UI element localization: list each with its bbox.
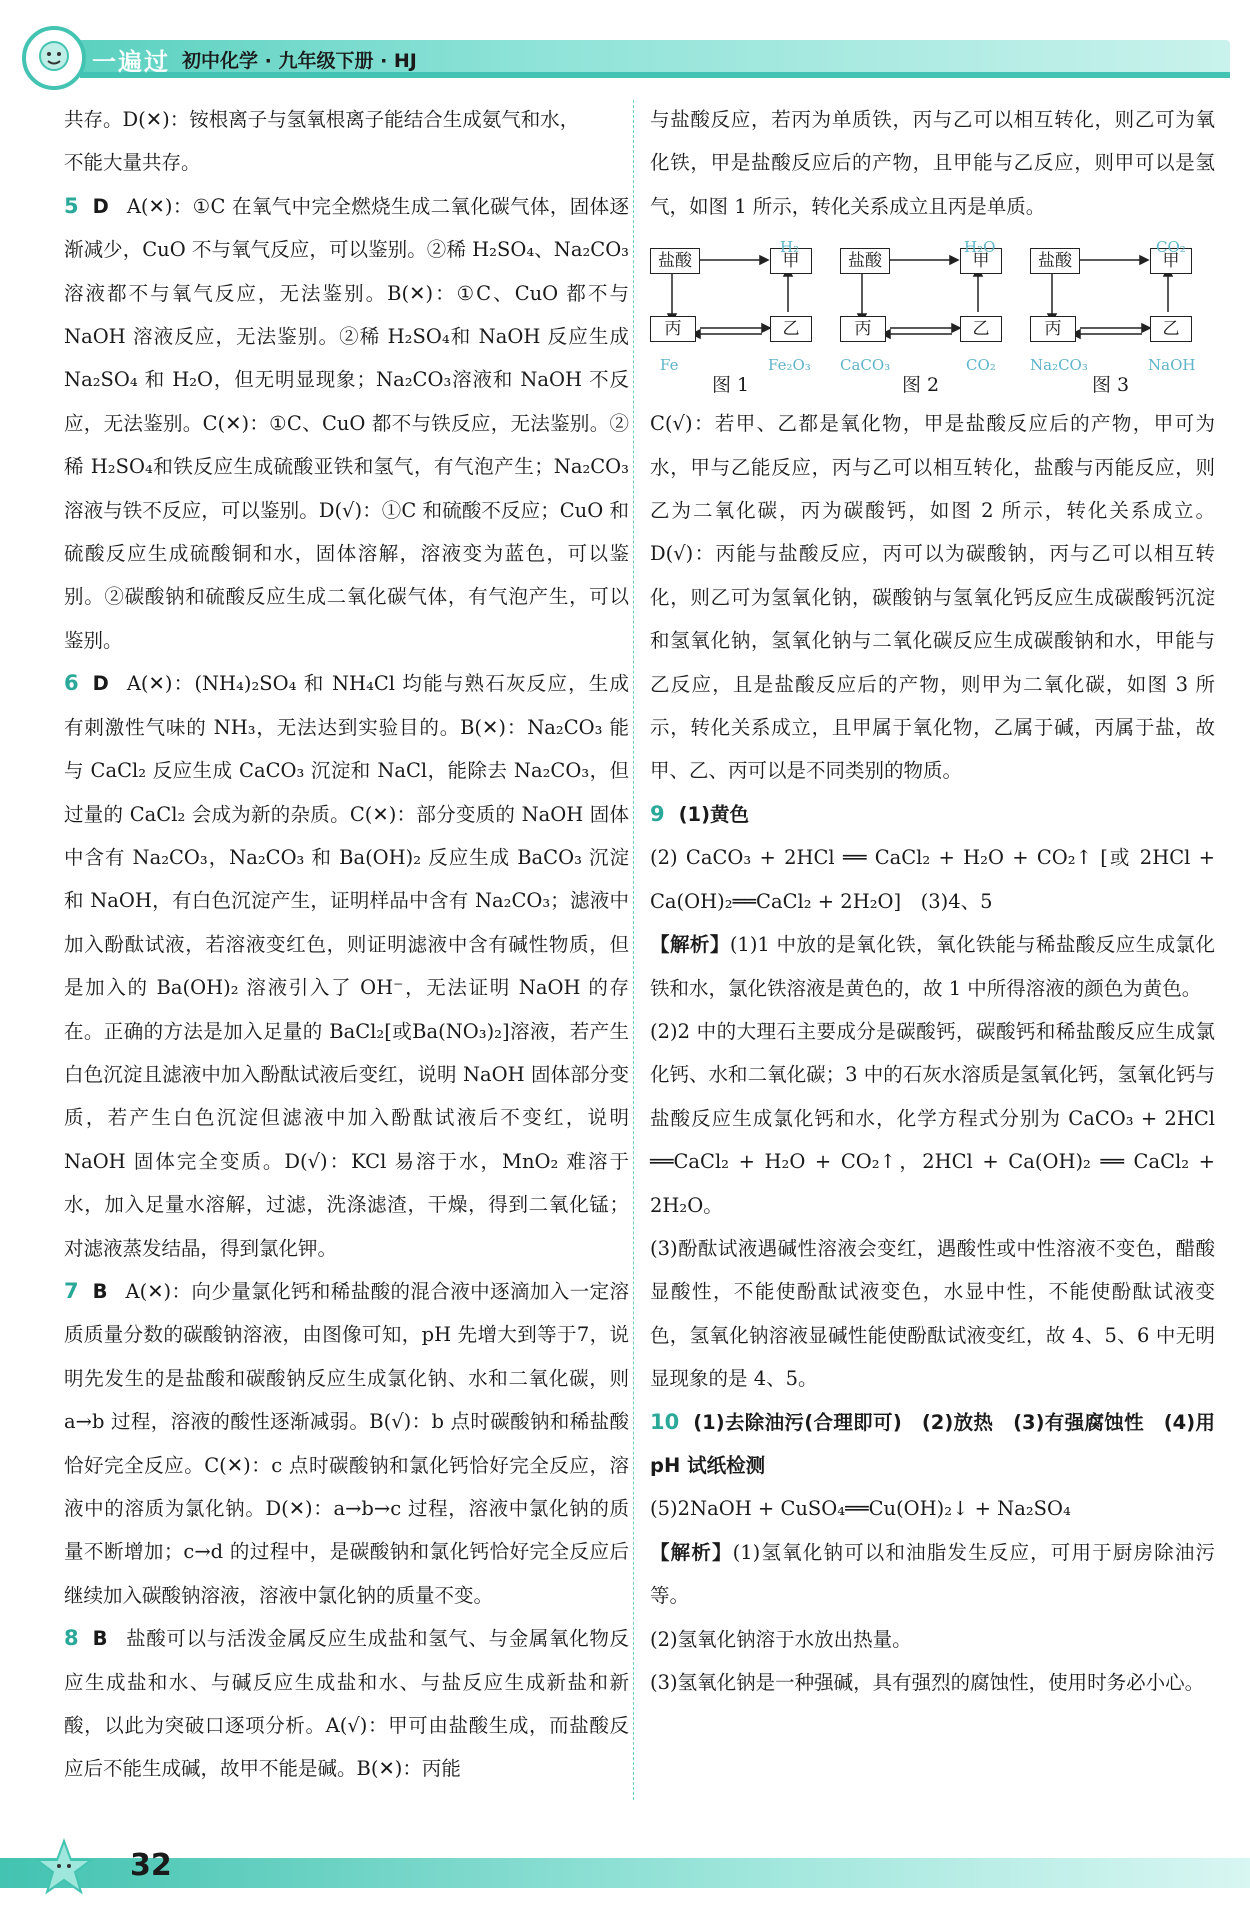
question-7 (64, 1270, 629, 1617)
explanation: 盐酸可以与活泼金属反应生成盐和氢气、与金属氧化物反应生成盐和水、与碱反应生成盐和水、与盐反应生成新盐和新酸，以此为突破口逐项分析。A(√)：甲可由盐酸生成，而盐酸反应后不能生成碱，故甲不能是碱。B(✕)：丙能 (64, 1627, 629, 1781)
box-bing: 丙 (1030, 316, 1076, 342)
right-column (650, 98, 1215, 1704)
box-yi: 乙 (1150, 316, 1192, 342)
analysis-1 (650, 923, 1215, 1010)
equation-line: (5)2NaOH + CuSO₄══Cu(OH)₂↓ + Na₂SO₄ (650, 1497, 1071, 1521)
answer-letter: D (92, 672, 109, 696)
question-9 (650, 793, 1215, 836)
column-divider (633, 100, 634, 1800)
analysis-text: (2)2 中的大理石主要成分是碳酸钙，碳酸钙和稀盐酸反应生成氯化钙、水和二氧化碳；3 中的石灰水溶质是氢氧化钙，氢氧化钙与盐酸反应生成氯化钙和水，化学方程式分别为 CaCO₃ + 2HCl ══CaCl₂ + H₂O + CO₂↑，2HCl + Ca(OH)₂ ══ CaCl₂ + 2H₂O。 (650, 1019, 1215, 1217)
question-number: 8 (64, 1626, 79, 1651)
answer-text: (1)黄色 (678, 802, 750, 826)
yi-substance: NaOH (1148, 356, 1196, 375)
equation-line: (2) CaCO₃ + 2HCl ══ CaCl₂ + H₂O + CO₂↑ [或 2HCl + Ca(OH)₂══CaCl₂ + 2H₂O] (3)4、5 (650, 846, 1215, 913)
figure-1 (650, 232, 830, 402)
question-10 (650, 1401, 1215, 1488)
answer-text: (1)去除油污(合理即可) (2)放热 (3)有强腐蚀性 (4)用 pH 试纸检测 (650, 1410, 1215, 1477)
text-paragraph: 与盐酸反应，若丙为单质铁，丙与乙可以相互转化，则乙可为氧化铁，甲是盐酸反应后的产物，且甲能与乙反应，则甲可以是氢气，如图 1 所示，转化关系成立且丙是单质。 (650, 108, 1215, 218)
question-number: 5 (64, 193, 79, 218)
left-column (64, 98, 629, 1791)
question-8 (64, 1617, 629, 1791)
answer-letter: B (92, 1279, 108, 1303)
figure-caption: 图 3 (1092, 374, 1130, 397)
analysis-text: (3)氢氧化钠是一种强碱，具有强烈的腐蚀性，使用时务必小心。 (650, 1671, 1205, 1694)
analysis-text: (3)酚酞试液遇碱性溶液会变红，遇酸性或中性溶液不变色，醋酸显酸性，不能使酚酞试液变色，水显中性，不能使酚酞试液变色，氢氧化钠溶液显碱性能使酚酞试液变红，故 4、5、6 中无明显现象的是 4、5。 (650, 1236, 1215, 1391)
jia-substance: H₂O (964, 238, 996, 257)
figure-caption: 图 2 (902, 374, 940, 397)
yi-substance: CO₂ (966, 356, 996, 375)
analysis-text: (1)1 中放的是氧化铁，氧化铁能与稀盐酸反应生成氯化铁和水，氯化铁溶液是黄色的，故 1 中所得溶液的颜色为黄色。 (650, 933, 1215, 1000)
figure-3 (1030, 232, 1210, 402)
explanation: A(✕)：向少量氯化钙和稀盐酸的混合液中逐滴加入一定溶质质量分数的碳酸钠溶液，由图像可知，pH 先增大到等于7，说明先发生的是盐酸和碳酸钠反应生成氯化钠、水和二氧化碳，则 a→b 过程，溶液的酸性逐渐减弱。B(√)：b 点时碳酸钠和稀盐酸恰好完全反应。C(✕)：c 点时碳酸钠和氯化钙恰好完全反应，溶液中的溶质为氯化钠。D(✕)：a→b→c 过程，溶液中氯化钠的质量不断增加；c→d 的过程中，是碳酸钠和氯化钙恰好完全反应后继续加入碳酸钠溶液，溶液中氯化钠的质量不变。 (64, 1279, 629, 1607)
text-paragraph: C(√)：若甲、乙都是氧化物，甲是盐酸反应后的产物，甲可为水，甲与乙能反应，丙与乙可以相互转化，盐酸与丙能反应，则乙为二氧化碳，丙为碳酸钙，如图 2 所示，转化关系成立。D(√)：丙能与盐酸反应，丙可以为碳酸钠，丙与乙可以相互转化，则乙可为氢氧化钠，碳酸钠与氢氧化钙反应生成碳酸钙沉淀和氢氧化钠，氢氧化钠与二氧化碳反应生成碳酸钠和水，甲能与乙反应，且是盐酸反应后的产物，则甲为二氧化碳，如图 3 所示，转化关系成立，且甲属于氧化物，乙属于碱，丙属于盐，故甲、乙、丙可以是不同类别的物质。 (650, 412, 1215, 783)
box-yi: 乙 (770, 316, 812, 342)
question-number: 10 (650, 1409, 680, 1434)
mascot-logo-icon (22, 26, 86, 90)
yi-substance: Fe₂O₃ (768, 356, 811, 375)
star-mascot-icon (34, 1838, 94, 1898)
question-number: 6 (64, 671, 79, 696)
box-jia: 甲 (1150, 248, 1192, 274)
box-jia: 甲 (770, 248, 812, 274)
conversion-diagrams (650, 232, 1215, 402)
box-hcl: 盐酸 (1030, 248, 1080, 274)
box-bing: 丙 (650, 316, 696, 342)
box-bing: 丙 (840, 316, 886, 342)
box-yi: 乙 (960, 316, 1002, 342)
question-6 (64, 662, 629, 1270)
analysis-label: 【解析】 (650, 1540, 733, 1564)
box-hcl: 盐酸 (650, 248, 700, 274)
text-line: 共存。D(✕)：铵根离子与氢氧根离子能结合生成氨气和水， (64, 108, 580, 131)
box-jia: 甲 (960, 248, 1002, 274)
question-number: 7 (64, 1278, 79, 1303)
page-number: 32 (130, 1848, 172, 1883)
figure-caption: 图 1 (712, 374, 750, 397)
analysis-text: (1)氢氧化钠可以和油脂发生反应，可用于厨房除油污等。 (650, 1540, 1215, 1608)
page-header (0, 18, 1250, 78)
analysis-label: 【解析】 (650, 933, 730, 957)
figure-2 (840, 232, 1020, 402)
explanation: A(✕)：①C 在氧气中完全燃烧生成二氧化碳气体，固体逐渐减少，CuO 不与氧气反应，可以鉴别。②稀 H₂SO₄、Na₂CO₃溶液都不与氧气反应，无法鉴别。B(✕)：①C、CuO 都不与 NaOH 溶液反应，无法鉴别。②稀 H₂SO₄和 NaOH 反应生成 Na₂SO₄ 和 H₂O，但无明显现象；Na₂CO₃溶液和 NaOH 不反应，无法鉴别。C(✕)：①C、CuO 都不与铁反应，无法鉴别。②稀 H₂SO₄和铁反应生成硫酸亚铁和氢气，有气泡产生；Na₂CO₃溶液与铁不反应，可以鉴别。D(√)：①C 和硫酸不反应；CuO 和硫酸反应生成硫酸铜和水，固体溶解，溶液变为蓝色，可以鉴别。②碳酸钠和硫酸反应生成二氧化碳气体，有气泡产生，可以鉴别。 (64, 194, 629, 652)
text-line: 不能大量共存。 (64, 151, 201, 175)
box-hcl: 盐酸 (840, 248, 890, 274)
question-number: 9 (650, 801, 665, 826)
footer-stripe (0, 1858, 1250, 1888)
bing-substance: CaCO₃ (840, 356, 891, 375)
explanation: A(✕)：(NH₄)₂SO₄ 和 NH₄Cl 均能与熟石灰反应，生成有刺激性气味的 NH₃，无法达到实验目的。B(✕)：Na₂CO₃ 能与 CaCl₂ 反应生成 CaCO₃ 沉淀和 NaCl，能除去 Na₂CO₃，但过量的 CaCl₂ 会成为新的杂质。C(✕)：部分变质的 NaOH 固体中含有 Na₂CO₃，Na₂CO₃ 和 Ba(OH)₂ 反应生成 BaCO₃ 沉淀和 NaOH，有白色沉淀产生，证明样品中含有 Na₂CO₃；滤液中加入酚酞试液，若溶液变红色，则证明滤液中含有碱性物质，但是加入的 Ba(OH)₂ 溶液引入了 OH⁻，无法证明 NaOH 的存在。正确的方法是加入足量的 BaCl₂[或Ba(NO₃)₂]溶液，若产生白色沉淀且滤液中加入酚酞试液后变红，说明 NaOH 固体部分变质，若产生白色沉淀但滤液中加入酚酞试液后不变红，说明 NaOH 固体完全变质。D(√)：KCl 易溶于水，MnO₂ 难溶于水，加入足量水溶解，过滤，洗涤滤渣，干燥，得到二氧化锰；对滤液蒸发结晶，得到氯化钾。 (64, 672, 629, 1260)
bing-substance: Fe (660, 356, 679, 375)
jia-substance: H₂ (780, 238, 800, 257)
answer-letter: D (92, 194, 109, 218)
book-subject: 初中化学 · 九年级下册 · HJ (182, 50, 417, 72)
analysis-text: (2)氢氧化钠溶于水放出热量。 (650, 1627, 912, 1651)
bing-substance: Na₂CO₃ (1030, 356, 1088, 375)
jia-substance: CO₂ (1156, 238, 1186, 257)
answer-letter: B (92, 1627, 108, 1651)
brand-name: 一遍过 (92, 48, 170, 76)
question-5 (64, 185, 629, 662)
analysis-2 (650, 1531, 1215, 1618)
